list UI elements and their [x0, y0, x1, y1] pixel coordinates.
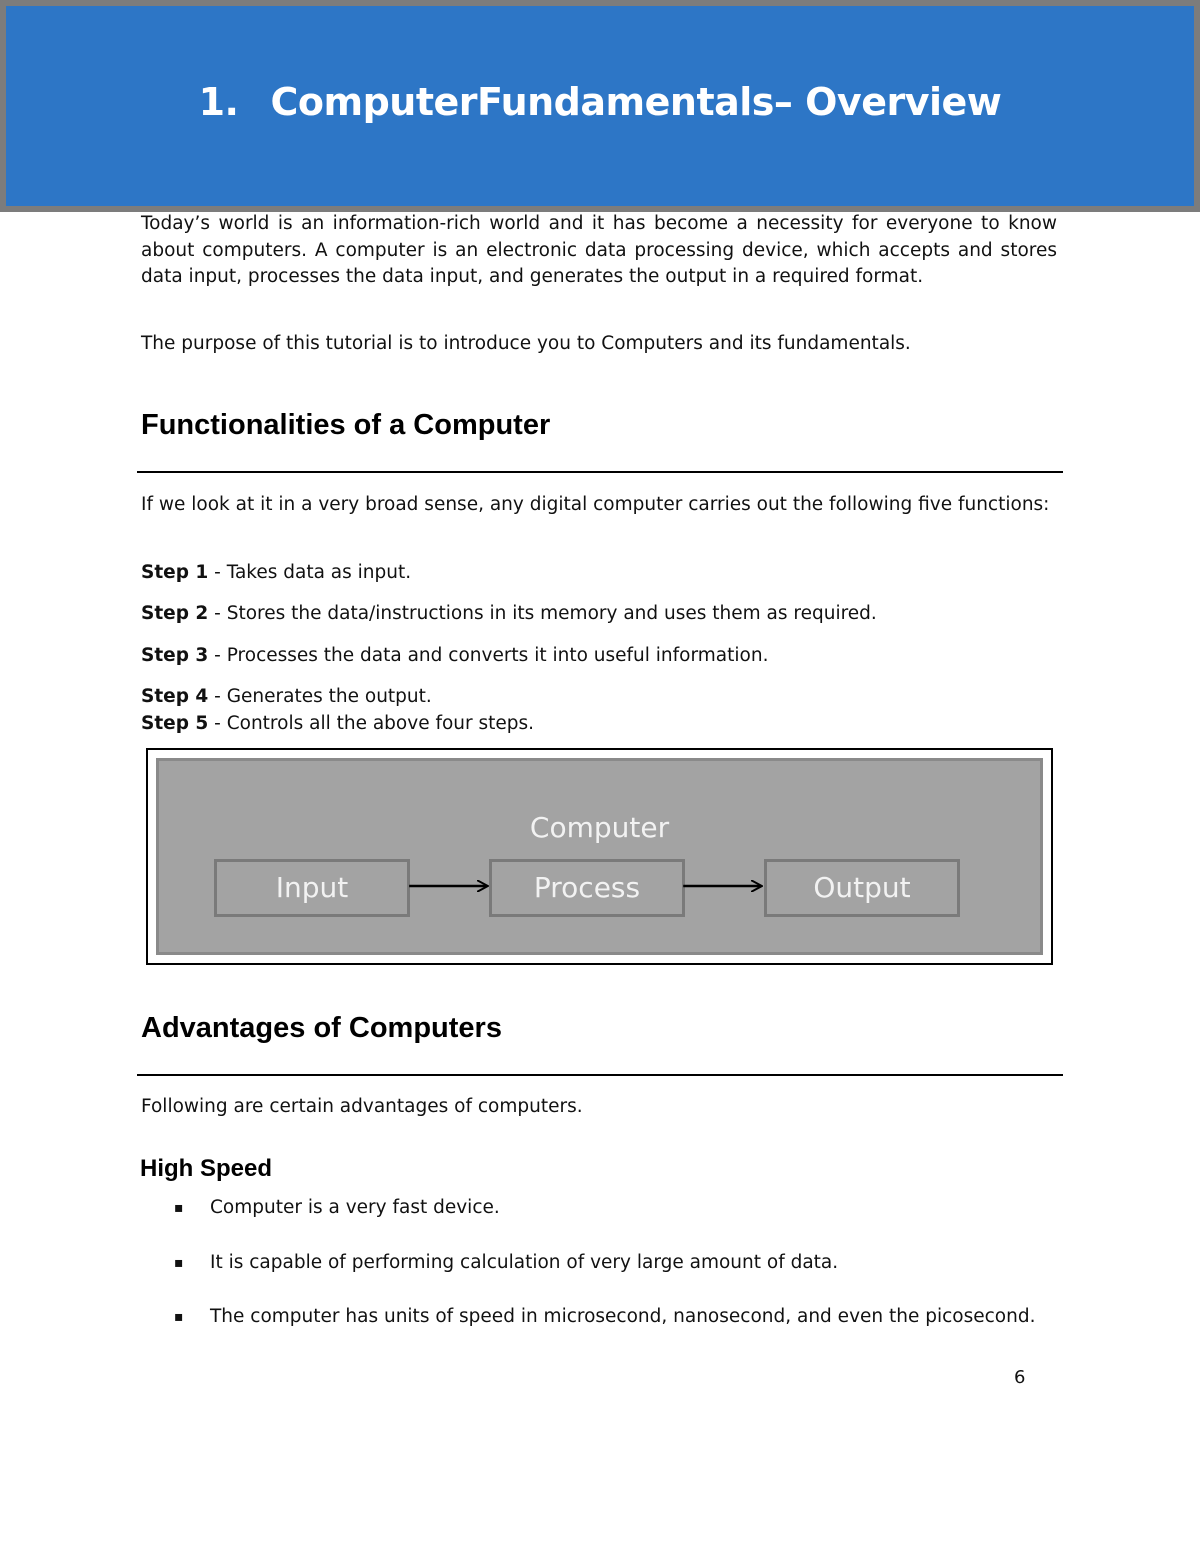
diagram-box-process: Process — [489, 859, 685, 917]
advantages-intro: Following are certain advantages of computers. — [141, 1096, 583, 1117]
step-label: Step 3 — [141, 645, 209, 666]
high-speed-subheading: High Speed — [140, 1155, 273, 1182]
advantages-heading: Advantages of Computers — [141, 1012, 502, 1044]
functionalities-heading: Functionalities of a Computer — [141, 409, 551, 441]
chapter-banner — [0, 0, 1200, 212]
step-label: Step 1 — [141, 562, 209, 583]
step-item — [141, 684, 432, 710]
step-label: Step 5 — [141, 713, 209, 734]
step-label: Step 2 — [141, 603, 209, 624]
list-item: It is capable of performing calculation of very large amount of data. — [210, 1252, 839, 1273]
diagram-panel — [156, 758, 1043, 955]
bullet-icon: ▪ — [174, 1200, 184, 1216]
intro-paragraph: Today’s world is an information-rich world and it has become a necessity for everyone to know about computers. A computer is an electronic data processing device, which accepts and stores data input, processes the data input, and generates the output in a required format. — [141, 213, 1057, 287]
diagram-title: Computer — [529, 811, 670, 844]
bullet-icon: ▪ — [174, 1255, 184, 1271]
page-number: 6 — [1014, 1367, 1026, 1388]
functionalities-intro: If we look at it in a very broad sense, any digital computer carries out the following five functions: — [141, 494, 1050, 515]
chapter-title — [6, 80, 1194, 124]
purpose-paragraph: The purpose of this tutorial is to introduce you to Computers and its fundamentals. — [141, 333, 911, 354]
step-text: - Generates the output. — [208, 686, 432, 707]
step-item — [141, 643, 768, 669]
section-divider — [137, 471, 1063, 473]
bullet-icon: ▪ — [174, 1309, 184, 1325]
chapter-title-text: ComputerFundamentals– Overview — [270, 80, 1002, 124]
step-label: Step 4 — [141, 686, 209, 707]
step-item — [141, 560, 411, 586]
computer-diagram — [146, 748, 1053, 965]
list-item: Computer is a very fast device. — [210, 1197, 500, 1218]
diagram-box-input: Input — [214, 859, 410, 917]
chapter-number: 1. — [198, 80, 239, 124]
step-text: - Stores the data/instructions in its memory and uses them as required. — [208, 603, 877, 624]
step-item — [141, 711, 534, 737]
list-item: The computer has units of speed in microsecond, nanosecond, and even the picosecond. — [210, 1306, 1036, 1327]
section-divider — [137, 1074, 1063, 1076]
step-item — [141, 601, 877, 627]
step-text: - Processes the data and converts it into useful information. — [208, 645, 769, 666]
diagram-arrows — [159, 761, 1040, 952]
step-text: - Controls all the above four steps. — [208, 713, 535, 734]
diagram-box-output: Output — [764, 859, 960, 917]
step-text: - Takes data as input. — [208, 562, 412, 583]
